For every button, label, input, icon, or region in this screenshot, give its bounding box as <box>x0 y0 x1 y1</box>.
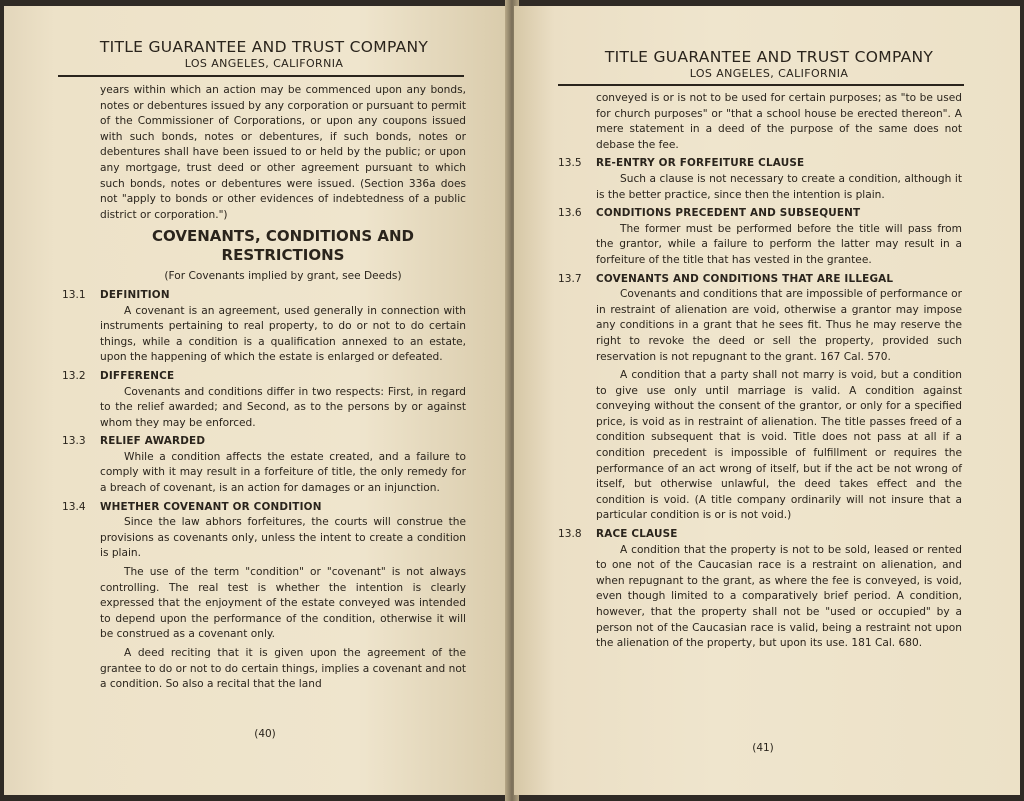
section-paragraph: Since the law abhors forfeitures, the courts will construe the provisions as covenants only, unless the intent to create a condition is plain. <box>100 516 466 560</box>
chapter-title-line2: RESTRICTIONS <box>221 246 345 265</box>
right-header-rule <box>558 84 964 86</box>
section-13-5 <box>558 156 962 203</box>
section-paragraph: The former must be performed before the title will pass from the grantor, while a failure to perform the latter may result in a forfeiture of the title that has vested in the grantee. <box>596 222 962 266</box>
right-sections <box>558 156 962 651</box>
section-heading: DEFINITION <box>100 288 170 301</box>
section-paragraph: A covenant is an agreement, used generally in connection with instruments pertaining to real property, to do or not to do certain things, while a condition is a qualification annexed to an estate, upon the happening of which the estate is enlarged or defeated. <box>100 304 466 364</box>
section-heading: RE-ENTRY OR FORFEITURE CLAUSE <box>596 157 805 170</box>
section-paragraph: The use of the term "condition" or "covenant" is not always controlling. The real test is whether the intention is clearly expressed that the enjoyment of the estate conveyed was intended to depend upon the performance of the condition, otherwise it will be construed as a covenant only. <box>100 566 466 641</box>
left-body <box>62 83 466 696</box>
section-13-6 <box>558 206 962 268</box>
section-number: 13.5 <box>558 157 582 170</box>
section-paragraph: Covenants and conditions that are impossible of performance or in restraint of alienation are void, otherwise a grantor may impose any conditions in a grant that he sees fit. Thus he may reserve the right to revoke the deed or sell the property, provided such reservation is not repugnant to the grant. 167 Cal. 570. <box>596 288 962 363</box>
section-heading: WHETHER COVENANT OR CONDITION <box>100 500 322 513</box>
section-number: 13.6 <box>558 207 582 220</box>
section-13-8 <box>558 527 962 652</box>
chapter-title-line1: COVENANTS, CONDITIONS AND <box>152 227 414 246</box>
section-paragraph: Covenants and conditions differ in two respects: First, in regard to the relief awarded; and Second, as to the persons by or against whom they may be enforced. <box>100 385 466 429</box>
section-paragraph: Such a clause is not necessary to create a condition, although it is the better practice, since then the intention is plain. <box>596 172 962 201</box>
section-13-2 <box>62 369 466 431</box>
section-heading: DIFFERENCE <box>100 369 175 382</box>
right-header <box>575 48 963 80</box>
section-13-3 <box>62 434 466 496</box>
section-number: 13.4 <box>62 500 86 513</box>
section-13-1 <box>62 288 466 366</box>
section-heading: RACE CLAUSE <box>596 528 678 541</box>
right-intro: conveyed is or is not to be used for certain purposes; as "to be used for church purposes" or "that a school house be erected thereon". A mere statement in a deed of the purpose of the same does not debase the fee. <box>596 92 962 151</box>
section-13-4 <box>62 500 466 693</box>
section-paragraph: A condition that the property is not to be sold, leased or rented to one not of the Caucasian race is a restraint on alienation, and when repugnant to the grant, as where the fee is conveyed, is void, even though limited to a comparatively brief period. A condition, however, that the property shall not be "used or occupied" by a person not of the Caucasian race is valid, being a restraint not upon the alienation of the property, but upon its use. 181 Cal. 680. <box>596 543 962 650</box>
section-heading: COVENANTS AND CONDITIONS THAT ARE ILLEGAL <box>596 272 894 285</box>
right-folio: (41) <box>752 742 774 754</box>
left-sections <box>62 288 466 693</box>
section-number: 13.8 <box>558 528 582 541</box>
left-header-subtitle: LOS ANGELES, CALIFORNIA <box>184 57 344 70</box>
section-13-7 <box>558 272 962 525</box>
right-body <box>558 91 962 655</box>
left-header-title: TITLE GUARANTEE AND TRUST COMPANY <box>99 38 429 56</box>
left-intro: years within which an action may be commenced upon any bonds, notes or debentures issued by any corporation or pursuant to permit of the Commissioner of Corporations, or upon any coupons issued with such bonds, notes or debentures, if such bonds, notes or debentures shall have been issued to or held by the public; or upon any mortgage, trust deed or other agreement pursuant to which such bonds, notes or debentures were issued. (Section 336a does not "apply to bonds or other evidences of indebtedness of a public district or corporation.") <box>100 84 466 221</box>
section-number: 13.3 <box>62 435 86 448</box>
section-number: 13.1 <box>62 288 86 301</box>
left-header <box>70 38 458 70</box>
section-paragraph: A condition that a party shall not marry is void, but a condition to give use only until marriage is valid. A condition against conveying without the consent of the grantor, or only for a specified price, is void as in restraint of alienation. The title passes freed of a condition subsequent that is void. Title does not pass at all if a condition precedent is impossible of fulfillment or requires the performance of an act wrong of itself, but if the act be not wrong of itself, but otherwise unlawful, the deed takes effect and the condition is void. (A title company ordinarily will not insure that a particular condition is or is not void.) <box>596 369 962 522</box>
left-header-rule <box>58 75 464 77</box>
section-heading: RELIEF AWARDED <box>100 435 206 448</box>
right-header-subtitle: LOS ANGELES, CALIFORNIA <box>689 67 849 80</box>
right-header-title: TITLE GUARANTEE AND TRUST COMPANY <box>604 48 934 66</box>
section-number: 13.7 <box>558 272 582 285</box>
section-paragraph: While a condition affects the estate created, and a failure to comply with it may result in a forfeiture of title, the only remedy for a breach of covenant, is an action for damages or an injunction. <box>100 450 466 495</box>
section-paragraph: A deed reciting that it is given upon the agreement of the grantee to do or not to do certain things, implies a covenant and not a condition. So also a recital that the land <box>100 647 466 691</box>
left-folio: (40) <box>254 728 276 740</box>
section-number: 13.2 <box>62 369 86 382</box>
chapter-note: (For Covenants implied by grant, see Deeds) <box>164 270 402 283</box>
section-heading: CONDITIONS PRECEDENT AND SUBSEQUENT <box>596 207 861 220</box>
